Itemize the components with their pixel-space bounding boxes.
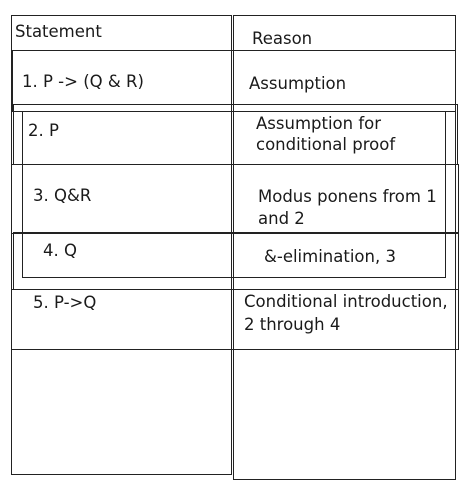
statement-1: 1. P -> (Q & R): [22, 72, 144, 91]
reason-3-line-1: Modus ponens from 1: [258, 187, 437, 206]
reason-2-line-2: conditional proof: [256, 135, 396, 154]
statement-3: 3. Q&R: [33, 186, 92, 205]
reason-5-line-2: 2 through 4: [244, 315, 341, 334]
reason-3-line-2: and 2: [258, 209, 305, 228]
statement-5: 5. P->Q: [33, 293, 97, 312]
statement-2: 2. P: [28, 121, 59, 140]
reason-header: Reason: [252, 29, 313, 48]
statement-header: Statement: [15, 22, 102, 41]
reason-5-line-1: Conditional introduction,: [244, 292, 448, 311]
reason-2-line-1: Assumption for: [256, 114, 382, 133]
reason-1: Assumption: [249, 74, 347, 93]
reason-4: &-elimination, 3: [264, 247, 396, 266]
statement-4: 4. Q: [43, 241, 77, 260]
